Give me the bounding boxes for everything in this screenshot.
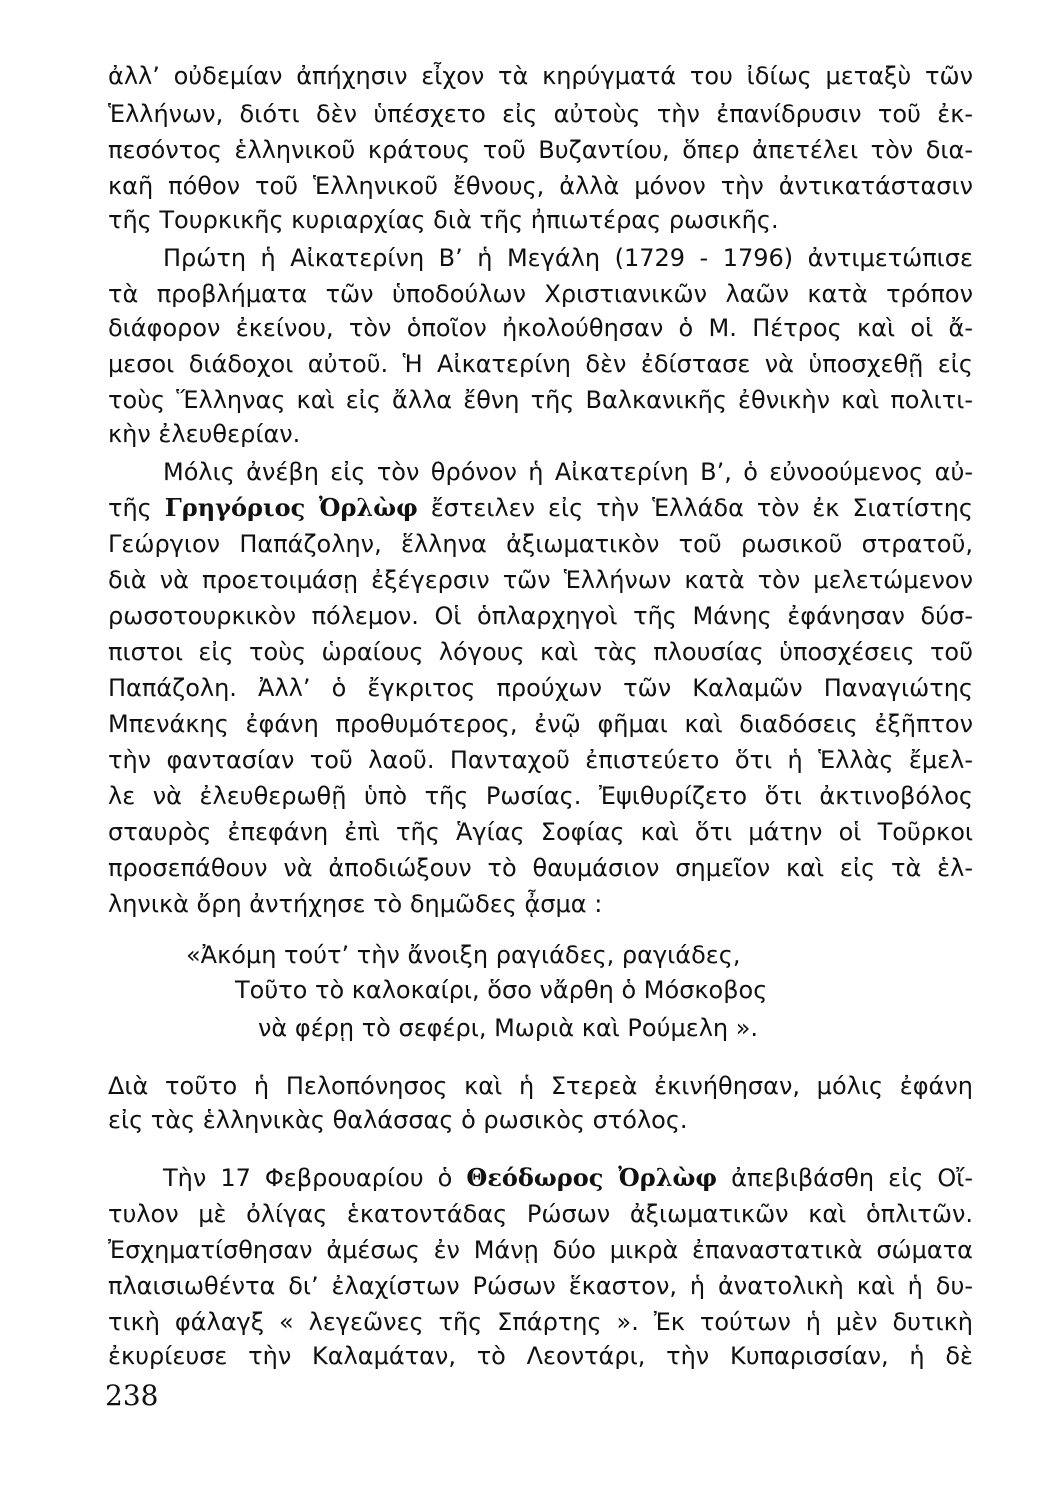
text-line: ρωσοτουρκικὸν πόλεμον. Οἱ ὁπλαρχηγοὶ τῆς Μάνης ἐφάνησαν δύσ- [108, 602, 973, 630]
text-line: διὰ νὰ προετοιμάσῃ ἐξέγερσιν τῶν Ἑλλήνων κατὰ τὸν μελετώμενον [108, 566, 973, 594]
text-line: ἐκυρίευσε τὴν Καλαμάταν, τὸ Λεοντάρι, τὴν Κυπαρισσίαν, ἡ δὲ [108, 1342, 973, 1370]
text-line: καῆ πόθον τοῦ Ἑλληνικοῦ ἔθνους, ἀλλὰ μόνον τὴν ἀντικατάστασιν [108, 172, 973, 200]
text-line: ἀλλ’ οὐδεμίαν ἀπήχησιν εἶχον τὰ κηρύγματά του ἰδίως μεταξὺ τῶν [108, 62, 973, 90]
text-line: Παπάζολη. Ἀλλ’ ὁ ἔγκριτος προύχων τῶν Καλαμῶν Παναγιώτης [108, 674, 973, 702]
text-fragment: ἀπεβιβάσθη εἰς Οἴ- [717, 1164, 973, 1192]
text-line: λε νὰ ἐλευθερωθῇ ὑπὸ τῆς Ρωσίας. Ἐψιθυρίζετο ὅτι ἀκτινοβόλος [108, 782, 973, 810]
text-line [163, 1160, 973, 1196]
text-line: ληνικὰ ὄρη ἀντήχησε τὸ δημῶδες ᾆσμα : [108, 890, 603, 918]
song-verse: Τοῦτο τὸ καλοκαίρι, ὅσο νἄρθη ὁ Μόσκοβος [235, 976, 768, 1004]
text-line: πιστοι εἰς τοὺς ὡραίους λόγους καὶ τὰς πλουσίας ὑποσχέσεις τοῦ [108, 638, 973, 666]
text-line: τὴν φαντασίαν τοῦ λαοῦ. Πανταχοῦ ἐπιστεύετο ὅτι ἡ Ἑλλὰς ἔμελ- [108, 746, 973, 774]
text-line: Ἑλλήνων, διότι δὲν ὑπέσχετο εἰς αὐτοὺς τὴν ἐπανίδρυσιν τοῦ ἐκ- [108, 100, 973, 128]
text-line: μεσοι διάδοχοι αὐτοῦ. Ἡ Αἰκατερίνη δὲν ἐδίστασε νὰ ὑποσχεθῇ εἰς [108, 350, 973, 378]
text-line: τῆς Τουρκικῆς κυριαρχίας διὰ τῆς ἠπιωτέρας ρωσικῆς. [108, 206, 779, 234]
text-line: τυλον μὲ ὀλίγας ἑκατοντάδας Ρώσων ἀξιωματικῶν καὶ ὁπλιτῶν. [108, 1200, 973, 1228]
text-line: Ἐσχηματίσθησαν ἀμέσως ἐν Μάνῃ δύο μικρὰ ἐπαναστατικὰ σώματα [108, 1236, 973, 1264]
text-line: κὴν ἐλευθερίαν. [108, 420, 301, 448]
person-name-grigorios-orlof: Γρηγόριος Ὀρλὼφ [164, 493, 418, 522]
text-line: προσεπάθουν νὰ ἀποδιώξουν τὸ θαυμάσιον σημεῖον καὶ εἰς τὰ ἑλ- [108, 854, 973, 882]
text-line: σταυρὸς ἐπεφάνη ἐπὶ τῆς Ἁγίας Σοφίας καὶ ὅτι μάτην οἱ Τοῦρκοι [108, 818, 973, 846]
song-verse: «Ἀκόμη τούτ’ τὴν ἄνοιξη ραγιάδες, ραγιάδες, [186, 941, 741, 969]
text-fragment: τῆς [108, 494, 165, 522]
text-line: Μπενάκης ἐφάνη προθυμότερος, ἐνῷ φῆμαι καὶ διαδόσεις ἐξῆπτον [108, 710, 973, 738]
text-line: τὰ προβλήματα τῶν ὑποδούλων Χριστιανικῶν λαῶν κατὰ τρόπον [108, 280, 973, 308]
text-line: Γεώργιον Παπάζολην, ἕλληνα ἀξιωματικὸν τοῦ ρωσικοῦ στρατοῦ, [108, 530, 973, 558]
text-line [108, 490, 973, 526]
person-name-theodoros-orlof: Θεόδωρος Ὀρλὼφ [466, 1163, 718, 1192]
text-line: Πρώτη ἡ Αἰκατερίνη Β’ ἡ Μεγάλη (1729 - 1796) ἀντιμετώπισε [163, 244, 973, 272]
text-line: εἰς τὰς ἑλληνικὰς θαλάσσας ὁ ρωσικὸς στόλος. [108, 1106, 688, 1134]
text-line: Μόλις ἀνέβη εἰς τὸν θρόνον ἡ Αἰκατερίνη Β’, ὁ εὐνοούμενος αὐ- [163, 458, 973, 486]
page-number: 238 [105, 1379, 159, 1412]
text-fragment: Τὴν 17 Φεβρουαρίου ὁ [163, 1164, 467, 1192]
text-line: πεσόντος ἑλληνικοῦ κράτους τοῦ Βυζαντίου, ὅπερ ἀπετέλει τὸν δια- [108, 136, 973, 164]
text-line: Διὰ τοῦτο ἡ Πελοπόνησος καὶ ἡ Στερεὰ ἐκινήθησαν, μόλις ἐφάνη [108, 1072, 973, 1100]
text-fragment: ἔστειλεν εἰς τὴν Ἑλλάδα τὸν ἐκ Σιατίστης [417, 494, 973, 522]
text-line: πλαισιωθέντα δι’ ἐλαχίστων Ρώσων ἕκαστον, ἡ ἀνατολικὴ καὶ ἡ δυ- [108, 1272, 973, 1300]
text-line: διάφορον ἐκείνου, τὸν ὁποῖον ἠκολούθησαν ὁ Μ. Πέτρος καὶ οἱ ἄ- [108, 314, 973, 342]
text-line: τικὴ φάλαγξ « λεγεῶνες τῆς Σπάρτης ». Ἐκ τούτων ἡ μὲν δυτικὴ [108, 1308, 973, 1336]
song-verse: νὰ φέρῃ τὸ σεφέρι, Μωριὰ καὶ Ρούμελη ». [258, 1014, 759, 1042]
text-line: τοὺς Ἕλληνας καὶ εἰς ἄλλα ἔθνη τῆς Βαλκανικῆς ἐθνικὴν καὶ πολιτι- [108, 386, 973, 414]
